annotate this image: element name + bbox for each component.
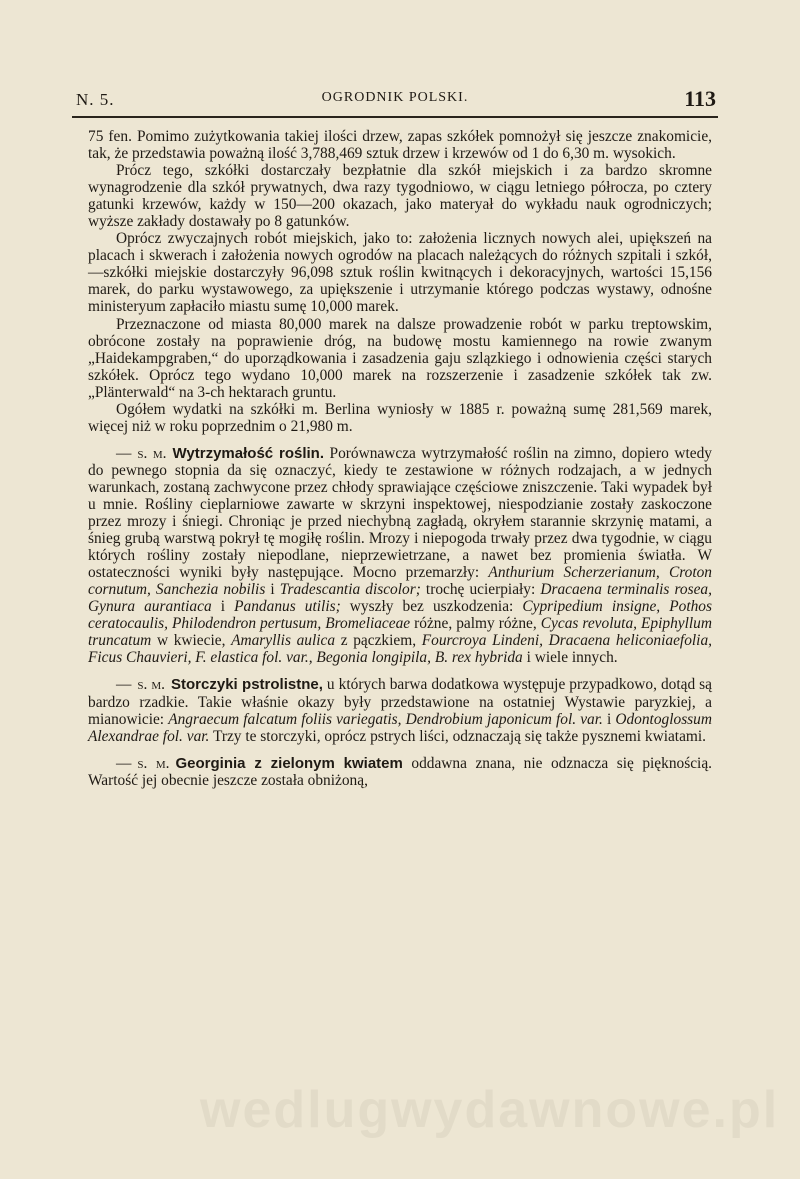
note-text: trochę ucierpiały: [420, 581, 541, 599]
note-author: s. m. [137, 676, 166, 694]
note-georginia [88, 755, 712, 789]
paragraph: Oprócz zwyczajnych robót miejskich, jako to: założenia licznych nowych alei, upiększeń na placach i skwerach i założenia nowych ogrodów na placach należących do różnych szpitali i szkół,—szkółki miejskie dostarczyły 96,098 sztuk roślin kwitnących i dekoracyjnych, wartości 15,156 marek, do parku wystawowego, za upiększenie i utrzymanie którego podczas wystawy, odnośne ministeryum zapłaciło miastu sumę 10,000 marek. [88, 230, 712, 316]
species-names: Dracaena terminalis rosea, Gynura aurantiaca [88, 581, 712, 616]
journal-title: OGRODNIK POLSKI. [321, 90, 469, 105]
species-names: Angraecum falcatum foliis variegatis, Dendrobium japonicum fol. var. [168, 710, 603, 728]
watermark: wedlugwydawnowe.pl [200, 1081, 780, 1139]
species-names: Fourcroya Lindeni, Dracaena heliconiaefolia, Ficus Chauvieri, F. elastica fol. var., Begonia longipila, B. rex hybrida [88, 632, 712, 667]
species-names: Odontoglossum Alexandrae fol. var. [88, 710, 712, 745]
note-dash: — [116, 444, 132, 462]
note-author: s. m. [137, 444, 167, 462]
note-author: s. m. [137, 754, 170, 772]
species-names: Cypripedium insigne, Pothos ceratocaulis, Philodendron pertusum, Bromeliaceae [88, 598, 712, 633]
paragraph: 75 fen. Pomimo zużytkowania takiej ilości drzew, zapas szkółek pomnożył się jeszcze znakomicie, tak, że przedstawia poważną ilość 3,788,469 sztuk drzew i krzewów od 1 do 6,30 m. wysokich. [88, 128, 712, 163]
paragraph: Ogółem wydatki na szkółki m. Berlina wyniosły w 1885 r. poważną sumę 281,569 marek, więcej niż w roku poprzednim o 21,980 m. [88, 400, 712, 435]
note-storczyki [88, 676, 712, 744]
species-names: Cycas revoluta, Epiphyllum truncatum [88, 615, 712, 650]
note-text: u których barwa dodatkowa występuje przypadkowo, dotąd są bardzo rzadkie. Takie właśnie okazy były przedstawione na ostatniej Wystawie paryzkiej, a mianowicie: [88, 676, 712, 728]
note-heading: Storczyki pstrolistne, [171, 676, 323, 694]
note-text: Porównawcza wytrzymałość roślin na zimno, dopiero wtedy do pewnego stopnia da się oznaczyć, kiedy te zestawione w różnych rodzajach, a w jednych warunkach, zostaną zachwycone przez chłody sprawiające częściowe zniszczenie. Taki wypadek był u mnie. Rośliny cieplarniowe zawarte w skrzyni inspektowej, niespodzianie zostały zaskoczone przez mrozy i śniegi. Chroniąc je przed niechybną zagładą, okryłem starannie skrzynię matami, a śnieg grubą warstwą pokrył tę mogiłę roślin. Mrozy i niepogoda trwały przez dwa tygodnie, w ciągu których rośliny zostały niepodlane, nieprzewietrzane, a nawet bez promienia światła. W ostateczności wyniki były następujące. Mocno przemarzły: [88, 444, 712, 582]
note-text: z pączkiem, [335, 632, 422, 650]
species-names: Anthurium Scherzerianum, Croton cornutum, Sanchezia nobilis [88, 564, 712, 599]
note-text: i [211, 598, 235, 616]
page-header [70, 86, 720, 114]
note-text: różne, palmy różne, [410, 615, 541, 633]
species-names: Tradescantia discolor; [279, 581, 421, 599]
paragraph: Prócz tego, szkółki dostarczały bezpłatnie dla szkół miejskich i za bardzo skromne wynagrodzenie dla szkół prywatnych, dwa razy tygodniowo, w ciągu letniego półrocza, po cztery gatunki krzewów, każdy w 150—200 okazach, jako materyał do wykładu nauk ogrodniczych; wyższe zakłady dostawały po 8 gatunków. [88, 162, 712, 231]
page-number: 113 [684, 86, 716, 111]
note-text: oddawna znana, nie odznacza się pięknością. Wartość jej obecnie jeszcze została obniżoną, [88, 754, 712, 789]
note-heading: Wytrzymałość roślin. [172, 444, 324, 462]
note-dash: — [116, 754, 132, 772]
issue-number: N. 5. [76, 90, 115, 109]
note-text: i [602, 710, 616, 728]
note-text: Trzy te storczyki, oprócz pstrych liści, odznaczają się także pysznemi kwiatami. [209, 727, 707, 745]
note-heading: Georginia z zielonym kwiatem [175, 754, 403, 772]
species-names: Pandanus utilis; [234, 598, 341, 616]
header-rule [72, 116, 718, 118]
species-names: Amaryllis aulica [231, 632, 336, 650]
paragraph: Przeznaczone od miasta 80,000 marek na dalsze prowadzenie robót w parku treptowskim, obrócone zostały na poprawienie dróg, na budowę mostu kamiennego na rowie zwanym „Haidekampgraben,“ do uporządkowania i zasadzenia gaju szlązkiego i odnowienia części starych szkółek. Oprócz tego wydano 10,000 marek na rozszerzenie i zasadzenie szkółek tak zw. „Plänterwald“ na 3-ch hektarach gruntu. [88, 315, 712, 401]
note-dash: — [116, 676, 132, 694]
note-text: wyszły bez uszkodzenia: [340, 598, 523, 616]
article-body [88, 128, 712, 789]
note-text: w kwiecie, [151, 632, 232, 650]
note-text: i wiele innych. [522, 649, 618, 667]
note-text: i [265, 581, 280, 599]
note-wytrzymalosc [88, 445, 712, 667]
